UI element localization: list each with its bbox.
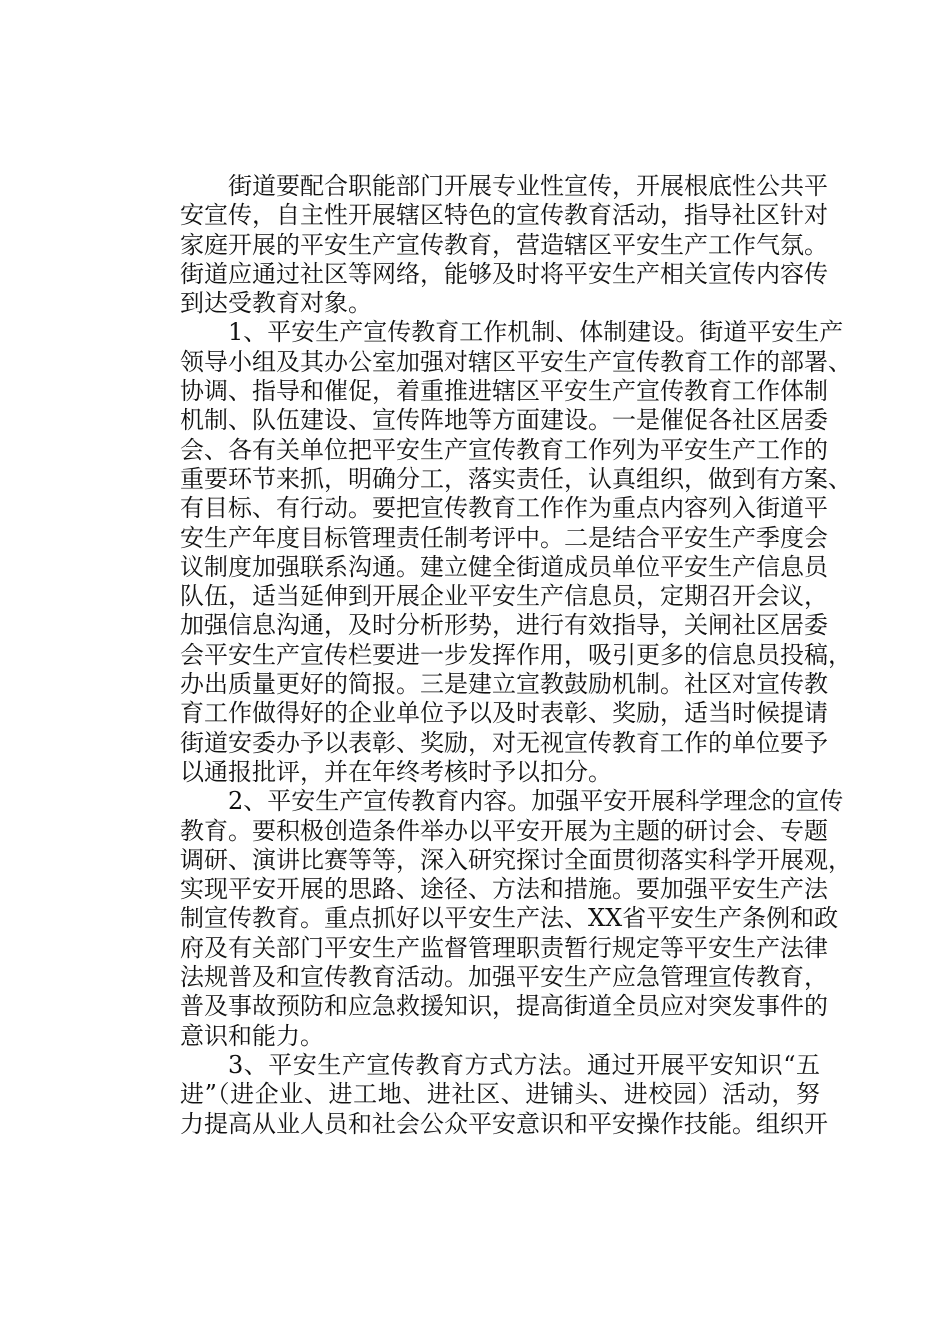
text-line: 安宣传，自主性开展辖区特色的宣传教育活动，指导社区针对 xyxy=(180,201,828,230)
text-line: 府及有关部门平安生产监督管理职责暂行规定等平安生产法律 xyxy=(180,933,828,962)
text-line: 议制度加强联系沟通。建立健全街道成员单位平安生产信息员 xyxy=(180,552,828,581)
text-line: 加强信息沟通，及时分析形势，进行有效指导，关闸社区居委 xyxy=(180,611,828,640)
text-line: 到达受教育对象。 xyxy=(180,289,372,318)
text-line: 会平安生产宣传栏要进一步发挥作用，吸引更多的信息员投稿， xyxy=(180,640,852,669)
text-line: 力提高从业人员和社会公众平安意识和平安操作技能。组织开 xyxy=(180,1109,828,1138)
paragraph-intro xyxy=(132,172,828,318)
text-line: 家庭开展的平安生产宣传教育，营造辖区平安生产工作气氛。 xyxy=(180,230,828,259)
text-line: 办出质量更好的简报。三是建立宣教鼓励机制。社区对宣传教 xyxy=(180,670,828,699)
paragraph-section-3 xyxy=(132,1050,828,1139)
text-line: 协调、指导和催促，着重推进辖区平安生产宣传教育工作体制 xyxy=(180,377,828,406)
document-body xyxy=(132,172,852,1139)
text-line: 育工作做得好的企业单位予以及时表彰、奖励，适当时候提请 xyxy=(180,699,828,728)
text-line: 1、平安生产宣传教育工作机制、体制建设。街道平安生产 xyxy=(228,318,844,347)
text-line: 机制、队伍建设、宣传阵地等方面建设。一是催促各社区居委 xyxy=(180,406,828,435)
text-line: 安生产年度目标管理责任制考评中。二是结合平安生产季度会 xyxy=(180,523,828,552)
text-line: 进”（进企业、进工地、进社区、进铺头、进校园）活动，努 xyxy=(180,1080,820,1109)
text-line: 实现平安开展的思路、途径、方法和措施。要加强平安生产法 xyxy=(180,875,828,904)
text-line: 街道应通过社区等网络，能够及时将平安生产相关宣传内容传 xyxy=(180,259,828,288)
paragraph-section-2 xyxy=(132,787,852,1051)
text-line: 法规普及和宣传教育活动。加强平安生产应急管理宣传教育， xyxy=(180,963,828,992)
paragraph-section-1 xyxy=(132,318,852,787)
text-line: 意识和能力。 xyxy=(180,1021,324,1050)
text-line: 会、各有关单位把平安生产宣传教育工作列为平安生产工作的 xyxy=(180,435,828,464)
text-line: 重要环节来抓，明确分工，落实责任，认真组织，做到有方案、 xyxy=(180,464,852,493)
text-line: 街道安委办予以表彰、奖励，对无视宣传教育工作的单位要予 xyxy=(180,728,828,757)
text-line: 教育。要积极创造条件举办以平安开展为主题的研讨会、专题 xyxy=(180,816,828,845)
text-line: 街道要配合职能部门开展专业性宣传，开展根底性公共平 xyxy=(228,172,828,200)
text-line: 以通报批评，并在年终考核时予以扣分。 xyxy=(180,757,612,786)
text-line: 有目标、有行动。要把宣传教育工作作为重点内容列入街道平 xyxy=(180,494,828,523)
text-line: 调研、演讲比赛等等，深入研究探讨全面贯彻落实科学开展观， xyxy=(180,845,852,874)
text-line: 3、平安生产宣传教育方式方法。通过开展平安知识“五 xyxy=(228,1050,820,1079)
text-line: 制宣传教育。重点抓好以平安生产法、XX省平安生产条例和政 xyxy=(180,904,839,933)
text-line: 2、平安生产宣传教育内容。加强平安开展科学理念的宣传 xyxy=(228,787,844,816)
text-line: 队伍，适当延伸到开展企业平安生产信息员，定期召开会议， xyxy=(180,582,828,611)
text-line: 领导小组及其办公室加强对辖区平安生产宣传教育工作的部署、 xyxy=(180,347,852,376)
text-line: 普及事故预防和应急救援知识，提高街道全员应对突发事件的 xyxy=(180,992,828,1021)
